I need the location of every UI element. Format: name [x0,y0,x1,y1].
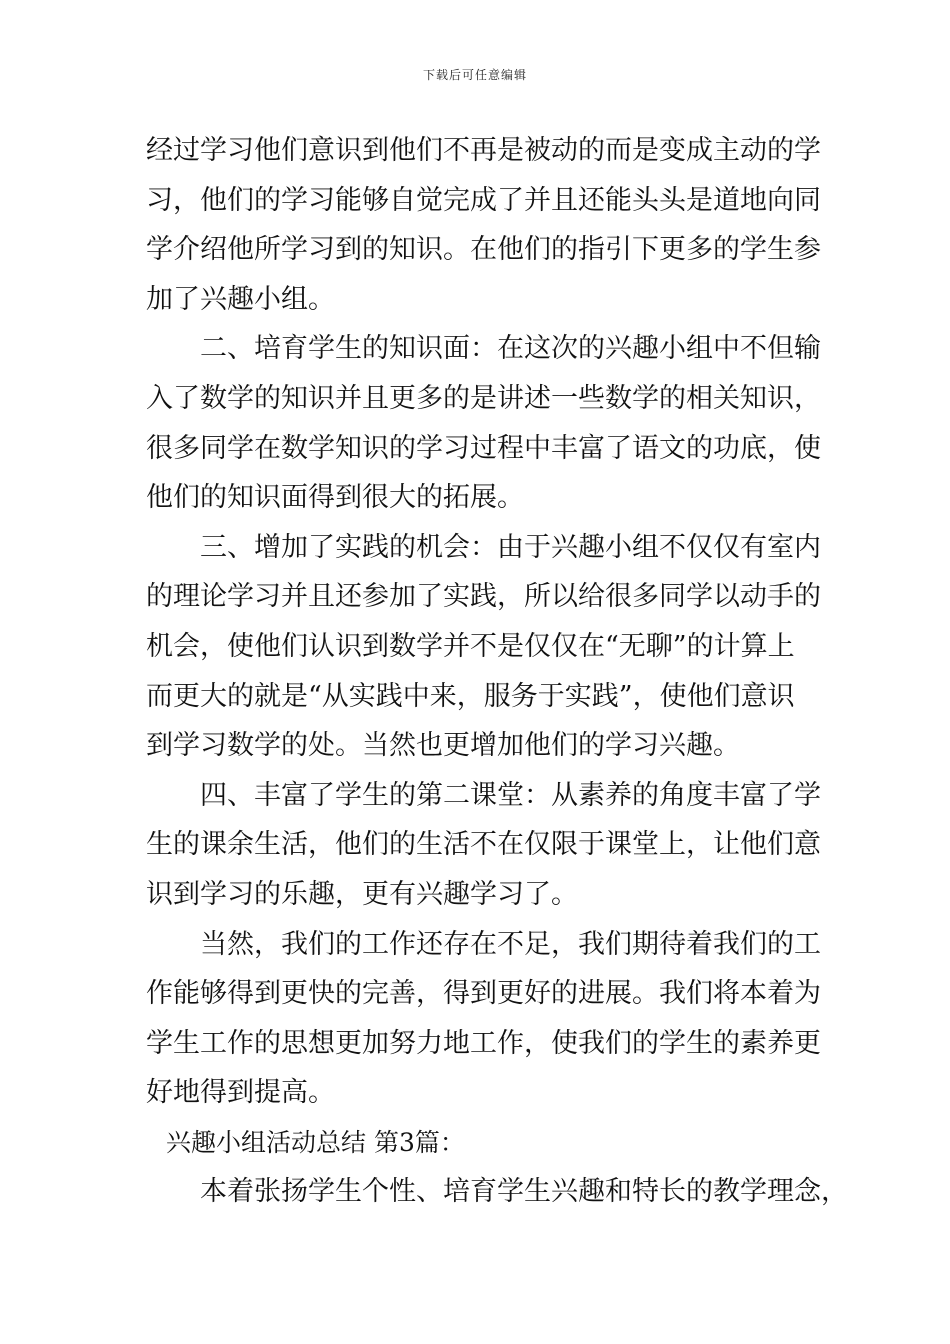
text-line-15: 生的课余生活，他们的生活不在仅限于课堂上，让他们意 [146,829,821,861]
text-line-6: 入了数学的知识并且更多的是讲述一些数学的相关知识， [146,382,821,414]
text-line-8: 他们的知识面得到很大的拓展。 [146,482,524,514]
text-line-12: 而更大的就是“从实践中来，服务于实践”，使他们意识 [146,680,795,712]
document-body [146,126,848,1217]
text-line-13: 到学习数学的处。当然也更增加他们的学习兴趣。 [146,730,740,762]
text-line-9: 三、增加了实践的机会：由于兴趣小组不仅仅有室内 [200,531,821,563]
page-header: 下载后可任意编辑 [422,68,527,82]
text-line-16: 识到学习的乐趣，更有兴趣学习了。 [146,878,578,910]
text-line-18: 作能够得到更快的完善，得到更好的进展。我们将本着为 [146,978,821,1010]
text-line-1: 经过学习他们意识到他们不再是被动的而是变成主动的学 [146,135,821,166]
section-heading: 兴趣小组活动总结 第3篇： [166,1127,465,1157]
text-line-14: 四、丰富了学生的第二课堂：从素养的角度丰富了学 [200,779,821,811]
text-line-20: 好地得到提高。 [146,1077,335,1109]
text-line-19: 学生工作的思想更加努力地工作，使我们的学生的素养更 [146,1027,821,1059]
text-line-3: 学介绍他所学习到的知识。在他们的指引下更多的学生参 [146,234,821,266]
text-line-2: 习，他们的学习能够自觉完成了并且还能头头是道地向同 [146,184,821,216]
text-line-17: 当然，我们的工作还存在不足，我们期待着我们的工 [200,928,821,960]
text-line-7: 很多同学在数学知识的学习过程中丰富了语文的功底，使 [146,432,821,464]
text-line-22: 本着张扬学生个性、培育学生兴趣和特长的教学理念， [200,1176,848,1208]
text-line-5: 二、培育学生的知识面：在这次的兴趣小组中不但输 [200,333,821,365]
text-line-4: 加了兴趣小组。 [146,283,335,315]
text-line-11: 机会，使他们认识到数学并不是仅仅在“无聊”的计算上 [146,630,795,662]
text-line-10: 的理论学习并且还参加了实践，所以给很多同学以动手的 [146,581,821,613]
